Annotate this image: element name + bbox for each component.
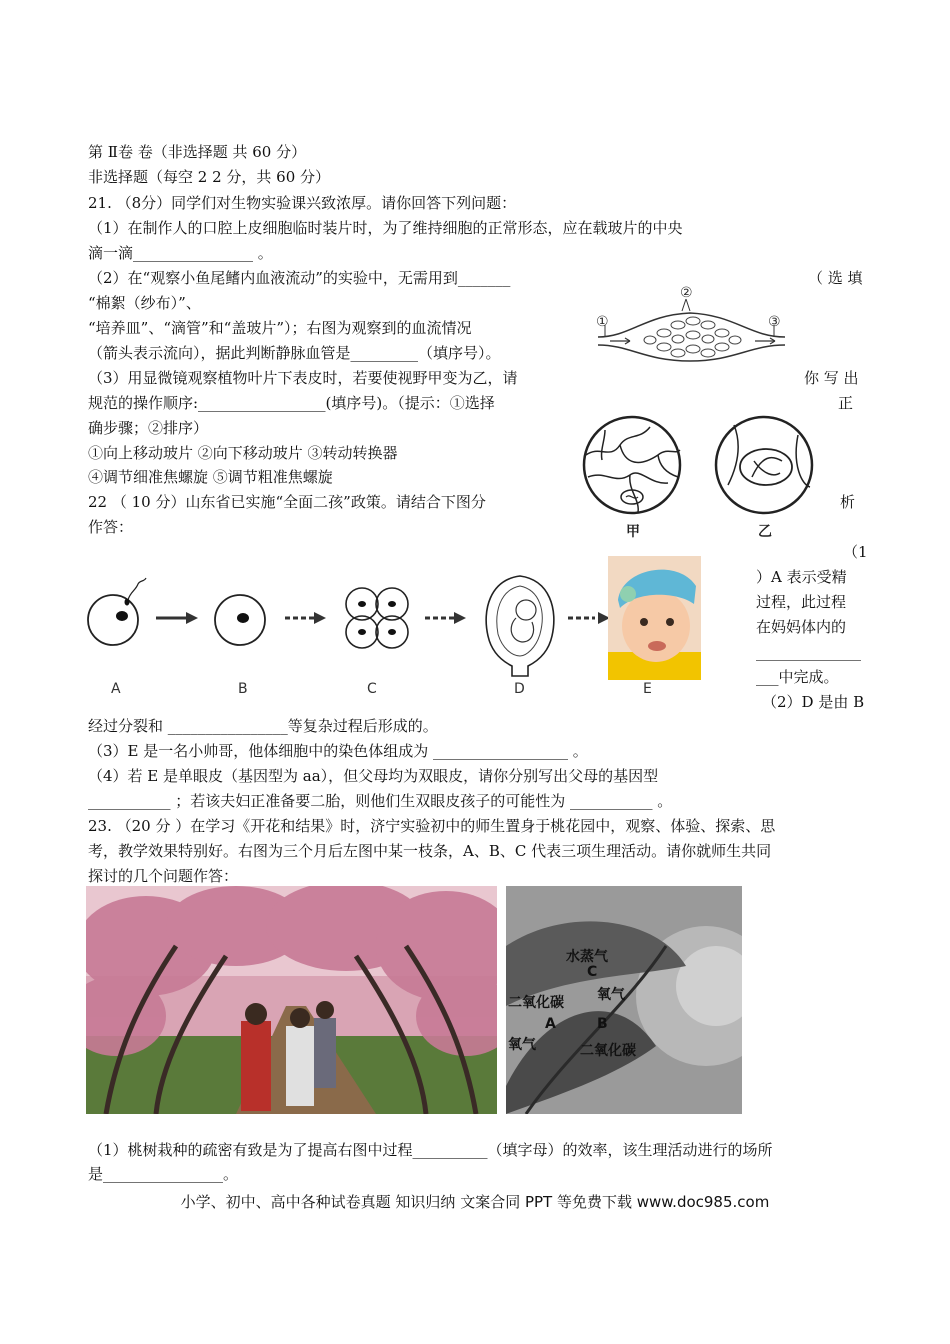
stage-e: E [643,681,652,697]
q22-side-6: ___中完成。 [756,668,839,686]
q21-intro: 21. （8分）同学们对生物实验课兴致浓厚。请你回答下列问题： [88,194,517,212]
leaf-label-o2-left: 氧气 [508,1037,536,1053]
q21-p2c: “培养皿”、“滴管”和“盖玻片”）；右图为观察到的血流情况 [88,319,472,337]
leaf-label-c: C [587,964,598,980]
development-diagram [80,570,600,680]
q21-options-2: ④调节细准焦螺旋 ⑤调节粗准焦螺旋 [88,468,333,486]
q23-intro-1: 23. （20 分 ）在学习《开花和结果》时，济宁实验初中的师生置身于桃花园中，观察、体验、探索、思 [88,817,776,835]
peach-orchard-photo [86,886,497,1114]
q22-p3: （3）E 是一名小帅哥，他体细胞中的染色体组成为 __________________ 。 [88,742,588,760]
q22-side-7: （2）D 是由 B [762,693,865,711]
q21-p3c: 确步骤；②排序） [88,419,209,437]
stage-a: A [111,681,121,697]
blood-flow-label-2: ② [680,285,693,301]
blood-flow-label-3: ③ [768,314,781,330]
q22-p2: 经过分裂和 ________________等复杂过程后形成的。 [88,717,438,735]
microscope-field-jia [580,415,690,515]
label-jia: 甲 [626,524,640,540]
q23-intro-3: 探讨的几个问题作答： [88,867,239,885]
q21-p2a-right: （ 选 填 [808,269,863,287]
stage-b: B [238,681,248,697]
q21-p2b: “棉絮（纱布）”、 [88,294,201,312]
q23-intro-2: 考，教学效果特别好。右图为三个月后左图中某一枝条，A、B、C 代表三项生理活动。请你就师生共同 [88,842,772,860]
label-yi: 乙 [758,524,772,540]
q23-p1a: （1）桃树栽种的疏密有致是为了提高右图中过程__________（填字母）的效率，该生理活动进行的场所 [88,1141,773,1159]
microscope-field-yi [712,415,822,515]
q21-p2d: （箭头表示流向），据此判断静脉血管是_________（填序号）。 [88,344,501,362]
page-footer: 小学、初中、高中各种试卷真题 知识归纳 文案合同 PPT 等免费下载 www.doc985.com [180,1193,770,1211]
blood-flow-label-1: ① [596,314,609,330]
leaf-label-co2-bottom: 二氧化碳 [580,1043,636,1059]
q22-intro2: 作答： [88,518,134,536]
section-title: 非选择题（每空 2 2 分，共 60 分） [88,168,331,186]
q22-side-2: ）A 表示受精 [756,568,847,586]
volume-title: 第 Ⅱ卷 卷（非选择题 共 60 分） [88,143,307,161]
stage-d: D [514,681,525,697]
q21-p3b: 规范的操作顺序:_________________(填序号)。（提示：①选择 [88,394,495,412]
leaf-label-water: 水蒸气 [566,949,608,965]
q21-p3b-right: 正 [838,394,854,412]
q21-p1b: 滴一滴________________ 。 [88,244,273,262]
leaf-label-a: A [545,1016,556,1032]
q23-p1b: 是________________。 [88,1165,239,1183]
q21-p3a-right: 你 写 出 [804,369,859,387]
q21-p3a: （3）用显微镜观察植物叶片下表皮时，若要使视野甲变为乙，请 [88,369,518,387]
q21-options-1: ①向上移动玻片 ②向下移动玻片 ③转动转换器 [88,444,398,462]
leaf-label-o2-right: 氧气 [597,987,625,1003]
q21-p2a: （2）在“观察小鱼尾鳍内血液流动”的实验中，无需用到_______ [88,269,511,287]
stage-c: C [367,681,377,697]
q22-side-3: 过程，此过程 [756,593,847,611]
q22-intro: 22 （ 10 分）山东省已实施“全面二孩”政策。请结合下图分 [88,493,486,511]
q21-p1a: （1）在制作人的口腔上皮细胞临时装片时，为了维持细胞的正常形态，应在载玻片的中央 [88,219,683,237]
leaf-label-b: B [597,1016,608,1032]
q22-intro-right: 析 [840,493,856,511]
q22-side-1: （1 [843,543,868,561]
baby-photo [608,556,701,680]
q22-p4b: ___________ ；若该夫妇正准备要二胎，则他们生双眼皮孩子的可能性为 ___________ 。 [88,792,673,810]
q22-p4a: （4）若 E 是单眼皮（基因型为 aa），但父母均为双眼皮，请你分别写出父母的基因型 [88,767,659,785]
q22-side-4: 在妈妈体内的 [756,618,847,636]
leaf-label-co2-left: 二氧化碳 [508,995,564,1011]
q22-side-5: ______________ [756,643,861,661]
